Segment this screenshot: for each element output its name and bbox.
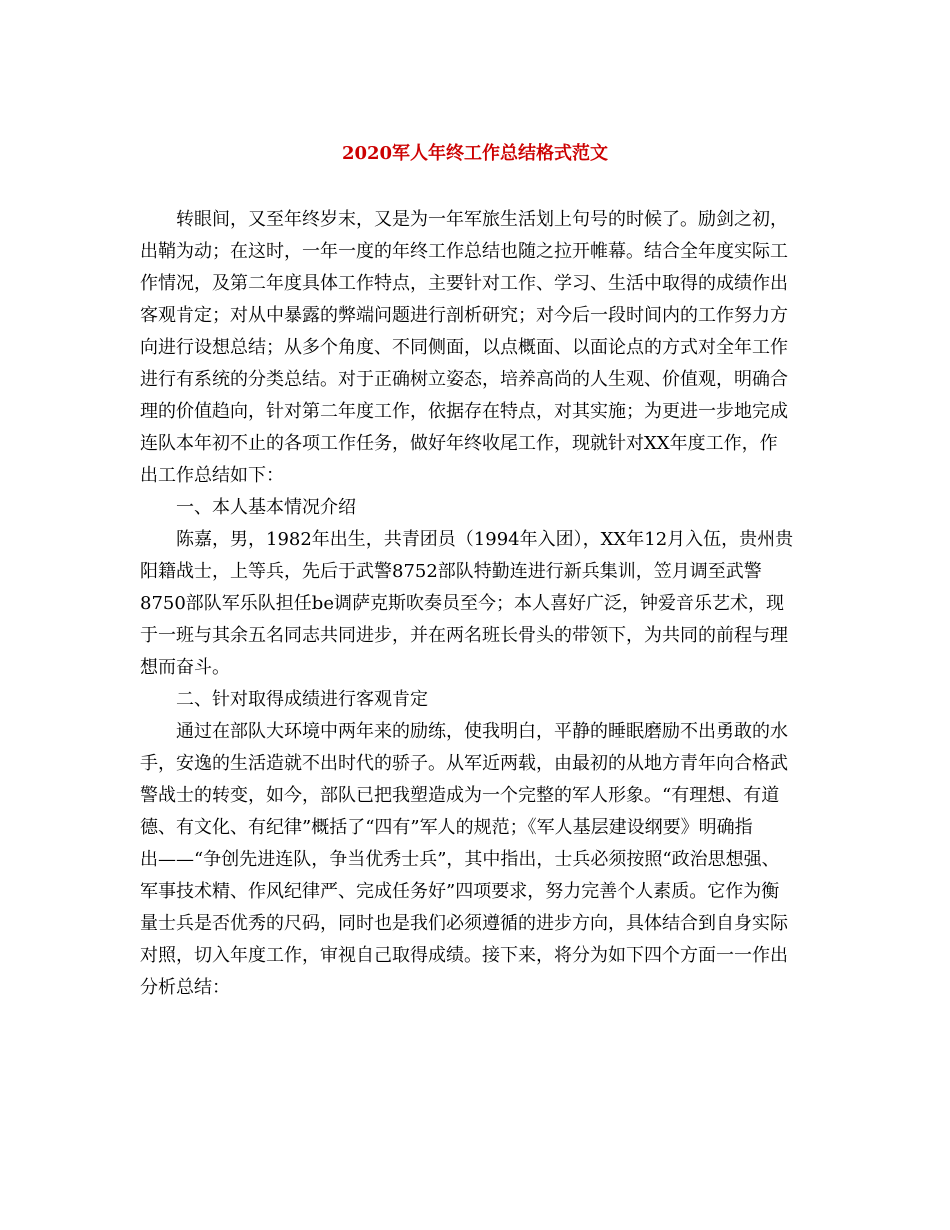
text-line: 警战士的转变，如今，部队已把我塑造成为一个完整的军人形象。“有理想、有道 bbox=[140, 785, 780, 806]
text-line: 阳籍战士，上等兵，先后于武警8752部队特勤连进行新兵集训，笠月调至武警 bbox=[140, 561, 762, 582]
text-line: 连队本年初不止的各项工作任务，做好年终收尾工作，现就针对XX年度工作，作 bbox=[140, 433, 778, 454]
text-line: 理的价值趋向，针对第二年度工作，依据存在特点，对其实施；为更进一步地完成 bbox=[140, 401, 788, 422]
text-line: 8750部队军乐队担任be调萨克斯吹奏员至今；本人喜好广泛，钟爱音乐艺术，现 bbox=[140, 593, 784, 614]
text-line: 向进行设想总结；从多个角度、不同侧面，以点概面、以面论点的方式对全年工作 bbox=[140, 337, 788, 358]
text-line: 分析总结： bbox=[140, 977, 230, 998]
document-title: 2020军人年终工作总结格式范文 bbox=[341, 143, 609, 164]
text-line: 陈嘉，男，1982年出生，共青团员（1994年入团），XX年12月入伍，贵州贵 bbox=[176, 529, 794, 550]
text-line: 作情况，及第二年度具体工作特点，主要针对工作、学习、生活中取得的成绩作出 bbox=[140, 273, 788, 294]
text-line: 二、针对取得成绩进行客观肯定 bbox=[176, 689, 428, 710]
text-line: 出鞘为动；在这时，一年一度的年终工作总结也随之拉开帷幕。结合全年度实际工 bbox=[140, 241, 788, 262]
text-line: 量士兵是否优秀的尺码，同时也是我们必须遵循的进步方向，具体结合到自身实际 bbox=[140, 913, 788, 934]
text-line: 出工作总结如下： bbox=[140, 465, 284, 486]
text-line: 对照，切入年度工作，审视自己取得成绩。接下来，将分为如下四个方面一一作出 bbox=[140, 945, 788, 966]
text-line: 转眼间，又至年终岁末，又是为一年军旅生活划上句号的时候了。励剑之初， bbox=[176, 209, 788, 230]
document-body bbox=[140, 204, 812, 1004]
text-line: 客观肯定；对从中暴露的弊端问题进行剖析研究；对今后一段时间内的工作努力方 bbox=[140, 305, 788, 326]
text-line: 德、有文化、有纪律”概括了“四有”军人的规范；《军人基层建设纲要》明确指 bbox=[140, 817, 753, 838]
text-line: 手，安逸的生活造就不出时代的骄子。从军近两载，由最初的从地方青年向合格武 bbox=[140, 753, 788, 774]
text-line: 想而奋斗。 bbox=[140, 657, 230, 678]
text-line: 于一班与其余五名同志共同进步，并在两名班长骨头的带领下，为共同的前程与理 bbox=[140, 625, 788, 646]
text-line: 军事技术精、作风纪律严、完成任务好”四项要求，努力完善个人素质。它作为衡 bbox=[140, 881, 780, 902]
text-line: 通过在部队大环境中两年来的励练，使我明白，平静的睡眠磨励不出勇敢的水 bbox=[176, 721, 788, 742]
text-line: 进行有系统的分类总结。对于正确树立姿态，培养高尚的人生观、价值观，明确合 bbox=[140, 369, 788, 390]
text-line: 一、本人基本情况介绍 bbox=[176, 497, 356, 518]
text-line: 出——“争创先进连队，争当优秀士兵”，其中指出，士兵必须按照“政治思想强、 bbox=[140, 849, 780, 870]
